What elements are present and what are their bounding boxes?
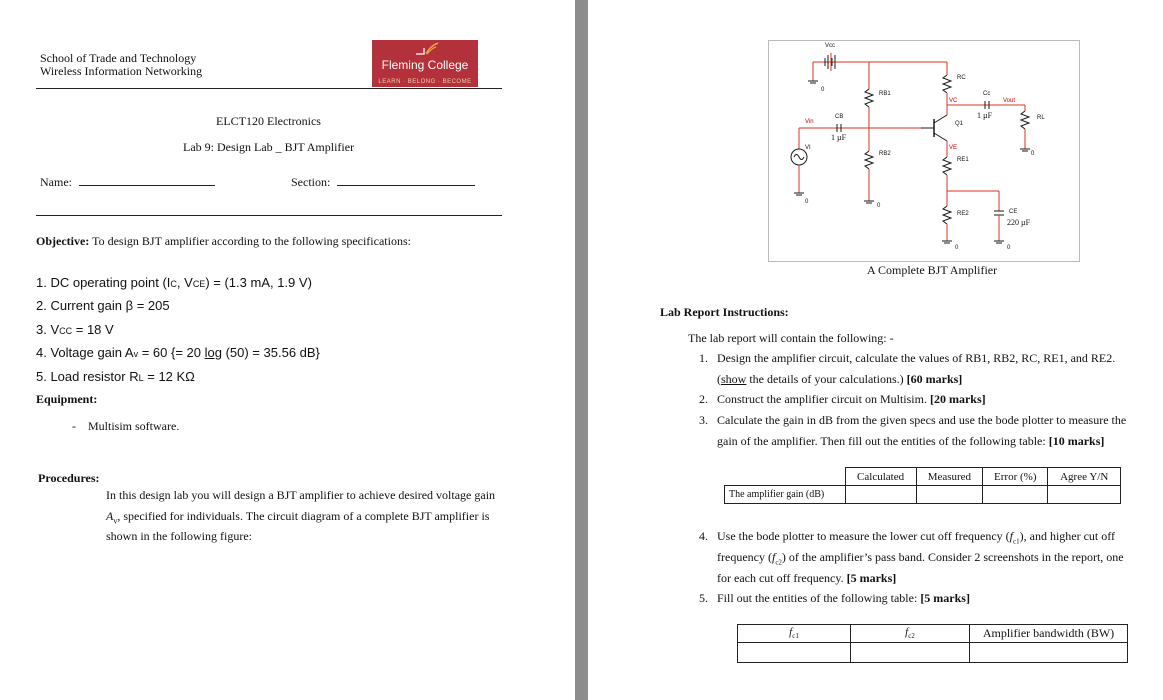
item-2-number: 2. [699, 392, 708, 406]
item-4-number: 4. [699, 529, 708, 543]
objective-label: Objective: [36, 234, 90, 248]
spec-5: 5. Load resistor RL = 12 KΩ [36, 369, 195, 384]
name-field[interactable] [40, 175, 215, 190]
spec-1: 1. DC operating point (IC, VCE) = (1.3 mA, 1.9 V) [36, 275, 312, 290]
bandwidth-header-fc2: $f_{c2}$ [851, 625, 970, 643]
school-name: School of Trade and Technology [40, 51, 197, 65]
report-intro: The lab report will contain the following: - [688, 331, 894, 345]
gain-table-header-agree: Agree Y/N [1048, 468, 1121, 486]
item-3-number: 3. [699, 413, 708, 427]
item-1-number: 1. [699, 351, 708, 365]
item-1-line-1: Design the amplifier circuit, calculate the values of RB1, RB2, RC, RE1, and RE2. [717, 351, 1116, 365]
gain-table-cell-measured[interactable] [916, 486, 982, 504]
item-2-line-1: Construct the amplifier circuit on Multisim. [20 marks] [717, 392, 986, 406]
gain-table-header-error: Error (%) [983, 468, 1048, 486]
gain-table-row [725, 486, 1121, 504]
logo-name: Fleming College [381, 58, 469, 72]
circuit-diagram: Vcc RC RB1 RB2 RE1 RE2 CB 1 µF Cc 1 µF CE 220 µF Q1 VC VE Vin Vout VI RL 0 0 0 0 0 0 [768, 40, 1080, 262]
name-label: Name: [40, 175, 72, 189]
gain-table-cell-error[interactable] [983, 486, 1048, 504]
item-3-line-1: Calculate the gain in dB from the given specs and use the bode plotter to measure the [717, 413, 1127, 427]
item-5-line-1: Fill out the entities of the following table: [5 marks] [717, 591, 970, 605]
gain-table-row-label: The amplifier gain (dB) [725, 486, 846, 504]
gain-table-corner [725, 468, 846, 486]
left-page [0, 0, 575, 700]
objective [36, 234, 411, 249]
item-3-line-2: gain of the amplifier. Then fill out the entities of the following table: [10 marks] [717, 434, 1105, 448]
procedures-label: Procedures: [38, 471, 100, 485]
procedures-line-2: $A_v$, specified for individuals. The circuit diagram of a complete BJT amplifier is [106, 509, 490, 526]
logo-tagline: LEARN · BELONG · BECOME [378, 79, 472, 85]
name-blank[interactable] [79, 185, 215, 186]
name-divider [36, 215, 502, 216]
bandwidth-header-fc1: $f_{c1}$ [738, 625, 851, 643]
item-5-number: 5. [699, 591, 708, 605]
bandwidth-table-header [738, 625, 1128, 643]
procedures-line-1: In this design lab you will design a BJT amplifier to achieve desired voltage gain [106, 488, 496, 502]
bandwidth-header-bw: Amplifier bandwidth (BW) [970, 625, 1128, 643]
bandwidth-table [737, 624, 1128, 663]
gain-table-cell-agree[interactable] [1048, 486, 1121, 504]
equipment-item: - Multisim software. [72, 419, 180, 433]
objective-text: To design BJT amplifier according to the following specifications: [89, 234, 411, 248]
right-page [588, 0, 1163, 700]
program-name: Wireless Information Networking [40, 64, 203, 78]
fleming-college-logo [372, 40, 478, 87]
lab-title: Lab 9: Design Lab _ BJT Amplifier [183, 140, 355, 154]
gain-table-cell-calculated[interactable] [845, 486, 916, 504]
section-label: Section: [291, 175, 331, 189]
spec-4: 4. Voltage gain Av = 60 {= 20 log (50) = 35.56 dB} [36, 345, 320, 360]
item-4-line-3: for each cut off frequency. [5 marks] [717, 571, 897, 585]
procedures-line-3: shown in the following figure: [106, 529, 252, 543]
spec-3: 3. VCC = 18 V [36, 322, 114, 337]
bandwidth-cell-fc1[interactable] [738, 643, 851, 663]
section-blank[interactable] [337, 185, 475, 186]
spec-2: 2. Current gain β = 205 [36, 298, 170, 313]
bandwidth-table-row [738, 643, 1128, 663]
item-4-line-1: Use the bode plotter to measure the lower cut off frequency $(f_{c1})$, and higher cut off [717, 529, 1116, 546]
section-field[interactable] [291, 175, 475, 190]
header-divider [36, 88, 502, 89]
item-4-line-2: frequency $(f_{c2})$ of the amplifier’s pass band. Consider 2 screenshots in the report, one [717, 550, 1124, 567]
equipment-label: Equipment: [36, 392, 98, 406]
gain-table-header-calculated: Calculated [845, 468, 916, 486]
bandwidth-cell-fc2[interactable] [851, 643, 970, 663]
gain-table-header [725, 468, 1121, 486]
report-heading: Lab Report Instructions: [660, 305, 789, 319]
bandwidth-cell-bw[interactable] [970, 643, 1128, 663]
logo-mark-icon [372, 40, 478, 60]
course-title: ELCT120 Electronics [216, 114, 321, 128]
gain-table-header-measured: Measured [916, 468, 982, 486]
item-1-line-2: (show the details of your calculations.) [60 marks] [717, 372, 963, 386]
page-gutter [575, 0, 588, 700]
circuit-caption: A Complete BJT Amplifier [867, 263, 998, 277]
gain-table [724, 467, 1121, 504]
